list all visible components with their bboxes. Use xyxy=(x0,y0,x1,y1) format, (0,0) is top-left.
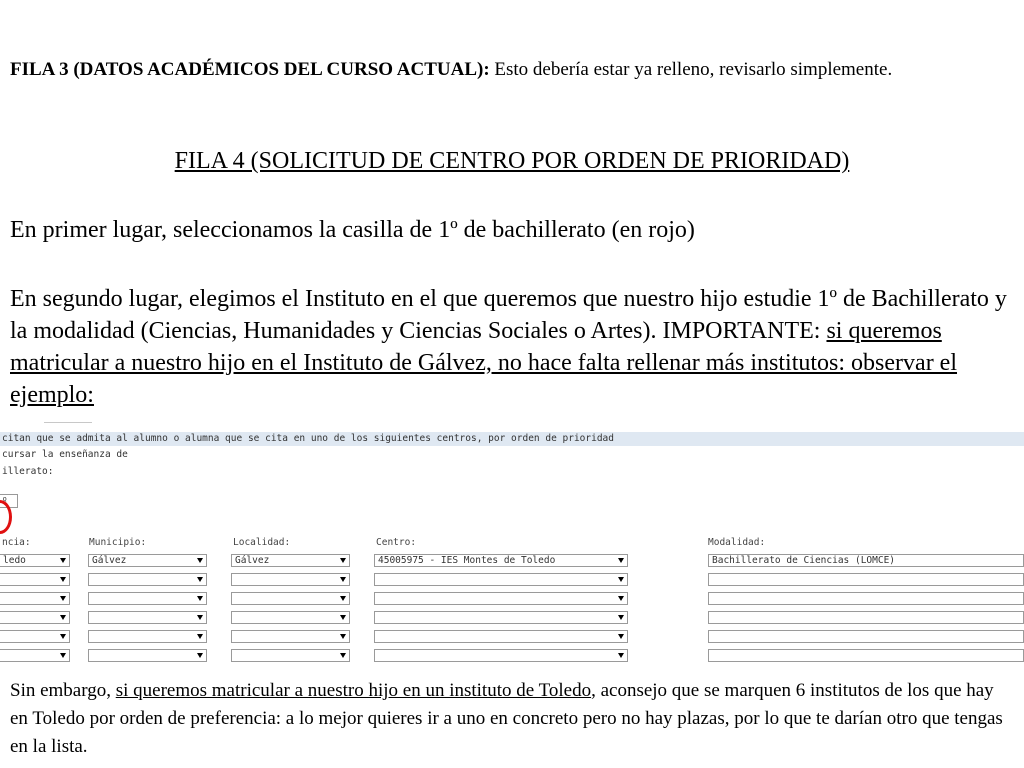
localidad-select-row-5[interactable] xyxy=(231,630,350,643)
chevron-down-icon xyxy=(340,577,346,582)
provincia-select-row-6[interactable] xyxy=(0,649,70,662)
chevron-down-icon xyxy=(618,634,624,639)
sin-embargo-underlined: si queremos matricular a nuestro hijo en un instituto de Toledo xyxy=(115,680,592,701)
centro-select-row-1[interactable] xyxy=(374,554,628,567)
modalidad-value: Bachillerato de Ciencias (LOMCE) xyxy=(712,555,896,566)
municipio-select-row-3[interactable] xyxy=(88,592,207,605)
municipio-select-row-4[interactable] xyxy=(88,611,207,624)
chevron-down-icon xyxy=(618,577,624,582)
curso-checkbox[interactable]: º xyxy=(0,494,18,508)
sin-embargo-pre: Sin embargo, xyxy=(10,680,116,701)
chevron-down-icon xyxy=(60,634,66,639)
modalidad-label: Modalidad: xyxy=(708,537,766,548)
sin-embargo-post: , aconsejo que se marquen 6 institutos de los que hay en Toledo por orden de preferencia: a lo mejor quieres ir a uno en concreto pero no hay plazas, por lo que te darían otro que tengas en la lista. xyxy=(10,680,1003,757)
localidad-select-row-3[interactable] xyxy=(231,592,350,605)
localidad-select-row-2[interactable] xyxy=(231,573,350,586)
modalidad-select-row-6[interactable] xyxy=(708,649,1024,662)
sin-embargo-paragraph xyxy=(10,677,1015,761)
localidad-select-row-4[interactable] xyxy=(231,611,350,624)
centro-select-row-4[interactable] xyxy=(374,611,628,624)
fila4-heading: FILA 4 (SOLICITUD DE CENTRO POR ORDEN DE PRIORIDAD) xyxy=(174,148,850,174)
chevron-down-icon xyxy=(197,596,203,601)
chevron-down-icon xyxy=(618,615,624,620)
fila3-text: Esto debería estar ya relleno, revisarlo simplemente. xyxy=(489,59,893,80)
municipio-value: Gálvez xyxy=(92,555,127,566)
provincia-label: ncia: xyxy=(2,537,31,548)
chevron-down-icon xyxy=(60,653,66,658)
bachillerato-label: illerato: xyxy=(2,466,54,477)
municipio-select-row-1[interactable] xyxy=(88,554,207,567)
provincia-select-row-4[interactable] xyxy=(0,611,70,624)
municipio-select-row-6[interactable] xyxy=(88,649,207,662)
modalidad-select-row-1[interactable] xyxy=(708,554,1024,567)
localidad-select-row-6[interactable] xyxy=(231,649,350,662)
divider xyxy=(44,422,92,423)
segundo-lugar-underlined: si queremos matricular a nuestro hijo en el Instituto de Gálvez, no hace falta rellenar más institutos: observar el ejemplo: xyxy=(10,318,958,408)
chevron-down-icon xyxy=(197,577,203,582)
provincia-select-row-3[interactable] xyxy=(0,592,70,605)
fila3-paragraph xyxy=(10,56,1010,84)
chevron-down-icon xyxy=(618,558,624,563)
fila3-title: FILA 3 (DATOS ACADÉMICOS DEL CURSO ACTUAL): xyxy=(10,59,490,80)
modalidad-select-row-5[interactable] xyxy=(708,630,1024,643)
modalidad-select-row-3[interactable] xyxy=(708,592,1024,605)
chevron-down-icon xyxy=(340,596,346,601)
modalidad-select-row-2[interactable] xyxy=(708,573,1024,586)
localidad-label: Localidad: xyxy=(233,537,291,548)
provincia-select-row-5[interactable] xyxy=(0,630,70,643)
chevron-down-icon xyxy=(60,558,66,563)
chevron-down-icon xyxy=(618,653,624,658)
chevron-down-icon xyxy=(60,615,66,620)
centro-select-row-2[interactable] xyxy=(374,573,628,586)
municipio-select-row-2[interactable] xyxy=(88,573,207,586)
centro-label: Centro: xyxy=(376,537,417,548)
chevron-down-icon xyxy=(618,596,624,601)
chevron-down-icon xyxy=(340,634,346,639)
segundo-lugar-text: En segundo lugar, elegimos el Instituto en el que queremos que nuestro hijo estudie 1º de Bachillerato y la modalidad (Ciencias, Humanidades y Ciencias Sociales o Artes). IMPORTANTE: xyxy=(10,286,1007,344)
segundo-lugar-paragraph xyxy=(10,283,1022,411)
localidad-value: Gálvez xyxy=(235,555,270,566)
modalidad-select-row-4[interactable] xyxy=(708,611,1024,624)
centro-select-row-3[interactable] xyxy=(374,592,628,605)
chevron-down-icon xyxy=(197,558,203,563)
chevron-down-icon xyxy=(60,577,66,582)
centro-select-row-5[interactable] xyxy=(374,630,628,643)
municipio-label: Municipio: xyxy=(89,537,147,548)
form-header-bar xyxy=(0,432,1024,446)
chevron-down-icon xyxy=(197,653,203,658)
chevron-down-icon xyxy=(60,596,66,601)
provincia-value: ledo xyxy=(3,555,26,566)
form-screenshot xyxy=(0,420,1024,662)
chevron-down-icon xyxy=(340,653,346,658)
municipio-select-row-5[interactable] xyxy=(88,630,207,643)
ensenanza-label: cursar la enseñanza de xyxy=(2,449,128,460)
provincia-select-row-1[interactable] xyxy=(0,554,70,567)
provincia-select-row-2[interactable] xyxy=(0,573,70,586)
form-header-text: citan que se admita al alumno o alumna que se cita en uno de los siguientes centros, por orden de prioridad xyxy=(2,433,614,444)
chevron-down-icon xyxy=(197,615,203,620)
primer-lugar-paragraph: En primer lugar, seleccionamos la casilla de 1º de bachillerato (en rojo) xyxy=(10,217,695,243)
centro-select-row-6[interactable] xyxy=(374,649,628,662)
centro-value: 45005975 - IES Montes de Toledo xyxy=(378,555,556,566)
chevron-down-icon xyxy=(197,634,203,639)
localidad-select-row-1[interactable] xyxy=(231,554,350,567)
chevron-down-icon xyxy=(340,615,346,620)
chevron-down-icon xyxy=(340,558,346,563)
